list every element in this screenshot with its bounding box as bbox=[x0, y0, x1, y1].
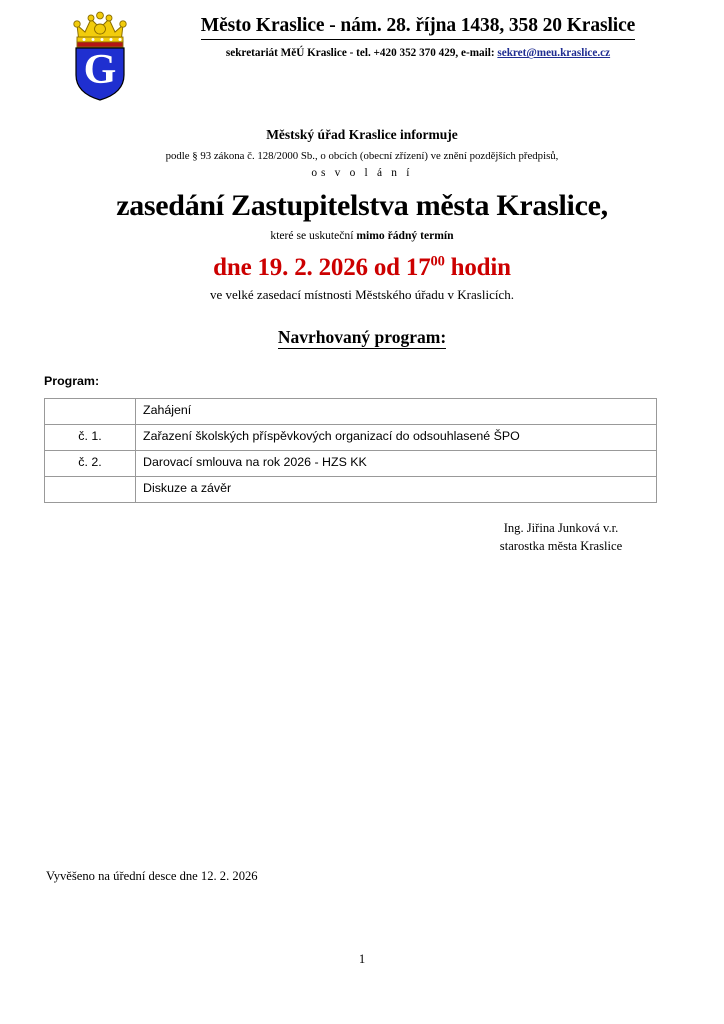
notice-convocation-line bbox=[0, 165, 724, 182]
signatory-name: Ing. Jiřina Junková v.r. bbox=[503, 521, 619, 535]
meeting-date-suffix: hodin bbox=[444, 253, 511, 281]
program-table bbox=[44, 398, 657, 503]
table-row bbox=[45, 450, 657, 476]
email-link[interactable]: sekret@meu.kraslice.cz bbox=[497, 47, 611, 60]
meeting-subline bbox=[0, 228, 724, 244]
signature-block bbox=[0, 519, 724, 556]
org-title: Město Kraslice - nám. 28. října 1438, 358 20 Kraslice bbox=[201, 14, 635, 40]
program-heading bbox=[0, 326, 724, 349]
program-item-text: Diskuze a závěr bbox=[136, 476, 657, 502]
notice-legal-basis: podle § 93 zákona č. 128/2000 Sb., o obcích (obecní zřízení) ve znění pozdějších předpisů, bbox=[165, 150, 559, 163]
signatory-role: starostka města Kraslice bbox=[499, 539, 623, 554]
document-header bbox=[0, 0, 724, 106]
meeting-date-time bbox=[0, 253, 724, 283]
program-item-number: č. 2. bbox=[45, 450, 136, 476]
program-heading-text: Navrhovaný program: bbox=[277, 326, 447, 347]
posted-date-note: Vyvěšeno na úřední desce dne 12. 2. 2026 bbox=[46, 869, 258, 883]
org-contact-line bbox=[140, 46, 696, 61]
table-row bbox=[45, 424, 657, 450]
header-text-block bbox=[140, 14, 696, 61]
convocation-word: s v o l á n í bbox=[320, 167, 413, 180]
program-item-number bbox=[45, 476, 136, 502]
subline-emphasis-text: mimo řádný termín bbox=[356, 229, 454, 243]
org-contact-text: sekretariát MěÚ Kraslice - tel. +420 352 370 429, e-mail: bbox=[225, 47, 498, 60]
notice-block bbox=[0, 126, 724, 349]
program-label: Program: bbox=[44, 373, 100, 388]
coat-of-arms-icon bbox=[70, 11, 130, 101]
org-title-wrapper bbox=[140, 14, 696, 40]
page-number: 1 bbox=[358, 952, 366, 966]
program-item-text: Darovací smlouva na rok 2026 - HZS KK bbox=[136, 450, 657, 476]
meeting-time-minutes: 00 bbox=[430, 253, 445, 270]
table-row bbox=[45, 476, 657, 502]
subline-regular-text: které se uskuteční bbox=[270, 229, 357, 243]
program-item-number: č. 1. bbox=[45, 424, 136, 450]
program-item-number bbox=[45, 398, 136, 424]
program-table-body bbox=[45, 398, 657, 502]
meeting-place: ve velké zasedací místnosti Městského úřadu v Kraslicích. bbox=[210, 286, 514, 302]
program-item-text: Zahájení bbox=[136, 398, 657, 424]
program-item-text: Zařazení školských příspěvkových organizací do odsouhlasené ŠPO bbox=[136, 424, 657, 450]
table-row bbox=[45, 398, 657, 424]
meeting-date-prefix: dne 19. 2. 2026 od 17 bbox=[213, 253, 431, 281]
convocation-prefix: o bbox=[311, 167, 318, 180]
notice-authority-line: Městský úřad Kraslice informuje bbox=[266, 127, 458, 142]
meeting-title: zasedání Zastupitelstva města Kraslice, bbox=[116, 188, 608, 222]
svg-text:G: G bbox=[83, 47, 117, 93]
